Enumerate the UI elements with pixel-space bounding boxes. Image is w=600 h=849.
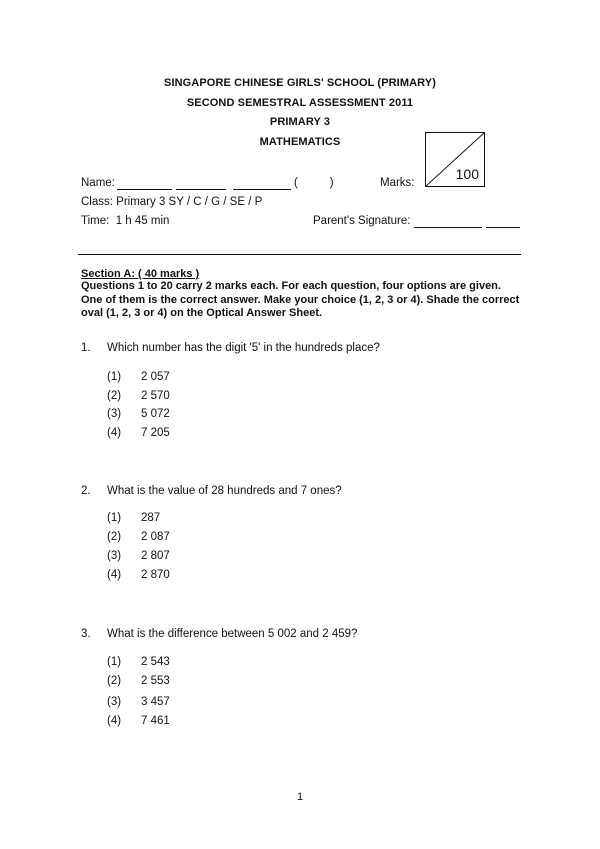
subject-title: MATHEMATICS xyxy=(259,136,341,148)
question-2-option-1-label: (1) xyxy=(107,512,122,524)
question-2-option-4-value: 2 870 xyxy=(141,569,170,581)
question-1-option-1-label: (1) xyxy=(107,371,122,383)
level-title: PRIMARY 3 xyxy=(269,116,331,128)
question-1-option-2-label: (2) xyxy=(107,390,122,402)
question-2-option-3-value: 2 807 xyxy=(141,550,170,562)
question-2-option-4-label: (4) xyxy=(107,569,122,581)
question-2-option-2-label: (2) xyxy=(107,531,122,543)
marks-box xyxy=(425,132,485,187)
marks-total: 100 xyxy=(455,166,479,182)
signature-blank-1[interactable] xyxy=(414,227,482,228)
question-3-option-2-value: 2 553 xyxy=(141,675,170,687)
page-number: 1 xyxy=(296,791,304,803)
question-2-text: What is the value of 28 hundreds and 7 ones? xyxy=(107,485,342,497)
assessment-title: SECOND SEMESTRAL ASSESSMENT 2011 xyxy=(186,97,414,109)
name-blank-1[interactable] xyxy=(117,189,172,190)
time-label: Time: 1 h 45 min xyxy=(81,215,170,227)
question-2-option-2-value: 2 087 xyxy=(141,531,170,543)
question-1-number: 1. xyxy=(81,342,91,354)
section-a-title: Section A: ( 40 marks ) xyxy=(81,268,200,280)
question-1-option-3-label: (3) xyxy=(107,408,122,420)
question-3-option-2-label: (2) xyxy=(107,675,122,687)
signature-label: Parent's Signature: xyxy=(313,215,411,227)
school-name: SINGAPORE CHINESE GIRLS' SCHOOL (PRIMARY) xyxy=(164,77,436,89)
section-a-instructions: Questions 1 to 20 carry 2 marks each. For each question, four options are given. One of them is the correct answer. Make your choice (1, 2, 3 or 4). Shade the correct oval (1, 2, 3 or 4) on the Optical Answer Sheet. xyxy=(81,280,520,319)
question-3-option-3-label: (3) xyxy=(107,696,122,708)
question-3-option-1-value: 2 543 xyxy=(141,656,170,668)
signature-blank-2[interactable] xyxy=(486,227,520,228)
question-3-option-4-label: (4) xyxy=(107,715,122,727)
question-2-option-3-label: (3) xyxy=(107,550,122,562)
question-1-option-4-value: 7 205 xyxy=(141,427,170,439)
question-3-text: What is the difference between 5 002 and 2 459? xyxy=(107,628,358,640)
question-1-option-4-label: (4) xyxy=(107,427,122,439)
question-3-option-4-value: 7 461 xyxy=(141,715,170,727)
question-2-option-1-value: 287 xyxy=(141,512,161,524)
question-2-number: 2. xyxy=(81,485,91,497)
name-label: Name: xyxy=(81,177,115,189)
question-3-option-3-value: 3 457 xyxy=(141,696,170,708)
class-label: Class: Primary 3 SY / C / G / SE / P xyxy=(81,196,263,208)
name-blank-2[interactable] xyxy=(176,189,226,190)
question-3-option-1-label: (1) xyxy=(107,656,122,668)
question-3-number: 3. xyxy=(81,628,91,640)
question-1-option-3-value: 5 072 xyxy=(141,408,170,420)
header-divider xyxy=(78,254,521,255)
name-blank-4[interactable] xyxy=(255,189,291,190)
question-1-option-1-value: 2 057 xyxy=(141,371,170,383)
question-1-option-2-value: 2 570 xyxy=(141,390,170,402)
question-1-text: Which number has the digit '5' in the hundreds place? xyxy=(107,342,380,354)
marks-label: Marks: xyxy=(380,177,415,189)
register-number-field[interactable]: ( ) xyxy=(294,177,334,189)
